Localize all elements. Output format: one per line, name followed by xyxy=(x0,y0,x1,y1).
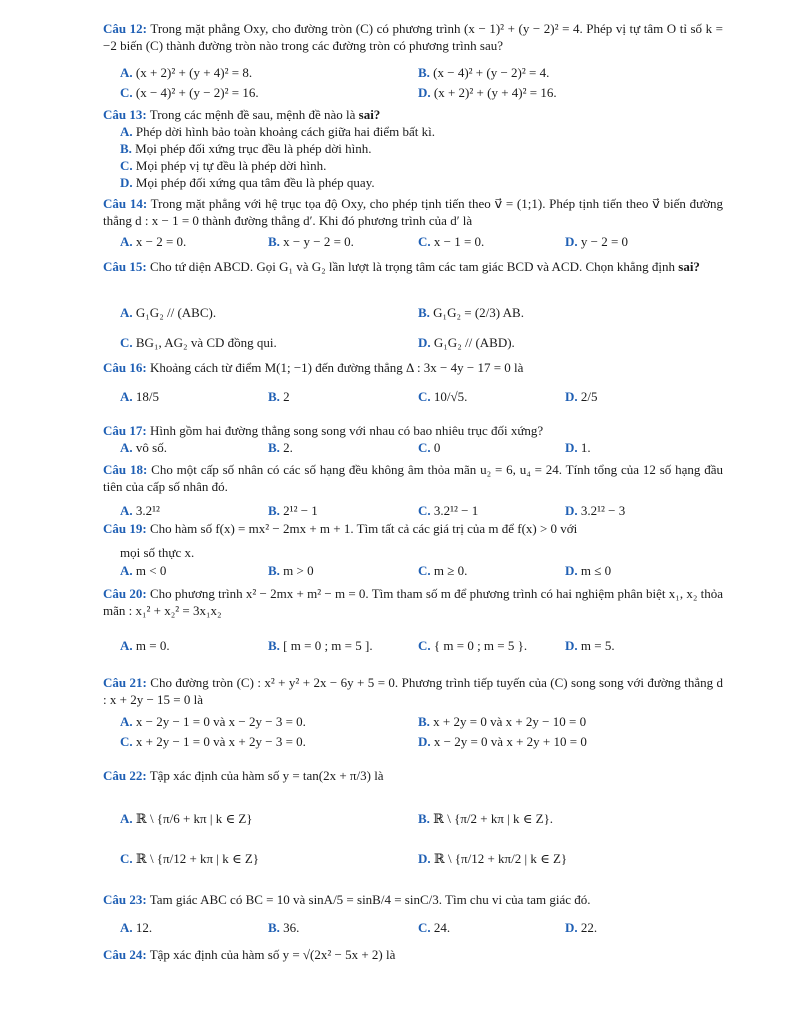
question-stem-bold: sai? xyxy=(678,259,700,274)
option-d[interactable]: D. 22. xyxy=(565,920,598,935)
option-d[interactable]: D. y − 2 = 0 xyxy=(565,234,629,249)
question-22 xyxy=(103,767,723,784)
option-a[interactable]: A. x − 2 = 0. xyxy=(120,234,187,249)
question-21 xyxy=(103,674,723,708)
question-label: Câu 15: xyxy=(103,259,147,274)
option-d[interactable]: D. x − 2y = 0 và x + 2y + 10 = 0 xyxy=(418,734,587,749)
option-a[interactable]: A. G₁G₂ // (ABC). xyxy=(120,305,217,320)
option-a[interactable]: A. (x + 2)² + (y + 4)² = 8. xyxy=(120,65,253,80)
option-a[interactable]: A. 3.2¹² xyxy=(120,503,160,518)
question-14 xyxy=(103,195,723,229)
question-label: Câu 20: xyxy=(103,586,147,601)
option-d[interactable]: D. 1. xyxy=(565,440,591,455)
question-label: Câu 14: xyxy=(103,196,148,211)
option-c[interactable]: C. x + 2y − 1 = 0 và x + 2y − 3 = 0. xyxy=(120,734,306,749)
option-c[interactable]: C. 0 xyxy=(418,440,441,455)
option-c[interactable]: C. x − 1 = 0. xyxy=(418,234,485,249)
option-b[interactable]: B. 2 xyxy=(268,389,290,404)
question-stem: Tập xác định của hàm số y = √(2x² − 5x + 2) là xyxy=(149,947,396,962)
question-24 xyxy=(103,946,723,963)
option-a[interactable]: A. m = 0. xyxy=(120,638,170,653)
question-15 xyxy=(103,258,723,275)
question-label: Câu 19: xyxy=(103,521,147,536)
option-b[interactable]: B. 2¹² − 1 xyxy=(268,503,318,518)
question-stem: Khoảng cách từ điểm M(1; −1) đến đường thẳng Δ : 3x − 4y − 17 = 0 là xyxy=(149,360,524,375)
question-20 xyxy=(103,585,723,619)
option-c[interactable]: C. 3.2¹² − 1 xyxy=(418,503,479,518)
option-b[interactable]: B. x − y − 2 = 0. xyxy=(268,234,354,249)
question-18 xyxy=(103,461,723,495)
question-label: Câu 17: xyxy=(103,423,147,438)
question-stem: Trong mặt phẳng Oxy, cho đường tròn (C) có phương trình (x − 1)² + (y − 2)² = 4. Phép vị tự tâm O tỉ số k = −2 biến (C) thành đường tròn nào trong các đường tròn có phương trình sau? xyxy=(103,21,724,53)
question-16 xyxy=(103,359,723,376)
option-b[interactable]: B. Mọi phép đối xứng trục đều là phép dời hình. xyxy=(120,141,372,156)
question-stem: Trong các mệnh đề sau, mệnh đề nào là xyxy=(149,107,356,122)
question-label: Câu 12: xyxy=(103,21,148,36)
option-c[interactable]: C. 24. xyxy=(418,920,451,935)
question-stem: Cho hàm số f(x) = mx² − 2mx + m + 1. Tìm tất cả các giá trị của m để f(x) > 0 với xyxy=(149,521,578,536)
option-b[interactable]: B. ℝ \ {π/2 + kπ | k ∈ Z}. xyxy=(418,811,554,826)
question-label: Câu 24: xyxy=(103,947,147,962)
option-b[interactable]: B. (x − 4)² + (y − 2)² = 4. xyxy=(418,65,550,80)
option-c[interactable]: C. m ≥ 0. xyxy=(418,563,468,578)
option-d[interactable]: D. m ≤ 0 xyxy=(565,563,612,578)
question-stem: Tập xác định của hàm số y = tan(2x + π/3) là xyxy=(149,768,384,783)
option-d[interactable]: D. Mọi phép đối xứng qua tâm đều là phép quay. xyxy=(120,175,375,190)
question-17 xyxy=(103,422,723,439)
question-stem: Cho một cấp số nhân có các số hạng đều không âm thỏa mãn u₂ = 6, u₄ = 24. Tính tổng của 12 số hạng đầu tiên của cấp số nhân đó. xyxy=(103,462,724,494)
option-b[interactable]: B. 36. xyxy=(268,920,300,935)
option-b[interactable]: B. x + 2y = 0 và x + 2y − 10 = 0 xyxy=(418,714,587,729)
option-d[interactable]: D. ℝ \ {π/12 + kπ/2 | k ∈ Z} xyxy=(418,851,568,866)
option-d[interactable]: D. m = 5. xyxy=(565,638,615,653)
option-d[interactable]: D. G₁G₂ // (ABD). xyxy=(418,335,515,350)
question-label: Câu 23: xyxy=(103,892,147,907)
option-b[interactable]: B. [ m = 0 ; m = 5 ]. xyxy=(268,638,373,653)
question-23 xyxy=(103,891,723,908)
question-label: Câu 21: xyxy=(103,675,147,690)
option-c[interactable]: C. (x − 4)² + (y − 2)² = 16. xyxy=(120,85,259,100)
option-c[interactable]: C. BG₁, AG₂ và CD đồng qui. xyxy=(120,335,277,350)
option-c[interactable]: C. Mọi phép vị tự đều là phép dời hình. xyxy=(120,158,327,173)
question-stem: Tam giác ABC có BC = 10 và sinA/5 = sinB/4 = sinC/3. Tìm chu vi của tam giác đó. xyxy=(149,892,591,907)
question-stem: Hình gồm hai đường thẳng song song với nhau có bao nhiêu trục đối xứng? xyxy=(149,423,544,438)
option-a[interactable]: A. m < 0 xyxy=(120,563,167,578)
option-a[interactable]: A. Phép dời hình bảo toàn khoảng cách giữa hai điểm bất kì. xyxy=(120,124,436,139)
question-stem: Cho tứ diện ABCD. Gọi G₁ và G₂ lần lượt là trọng tâm các tam giác BCD và ACD. Chọn khẳng định xyxy=(149,259,676,274)
question-stem-bold: sai? xyxy=(358,107,381,122)
question-19 xyxy=(103,520,723,537)
option-c[interactable]: C. 10/√5. xyxy=(418,389,468,404)
option-a[interactable]: A. x − 2y − 1 = 0 và x − 2y − 3 = 0. xyxy=(120,714,306,729)
question-stem: Cho đường tròn (C) : x² + y² + 2x − 6y + 5 = 0. Phương trình tiếp tuyến của (C) song song với đường thẳng d : x + 2y − 15 = 0 là xyxy=(103,675,724,707)
question-stem: Trong mặt phẳng với hệ trục tọa độ Oxy, cho phép tịnh tiến theo v⃗ = (1;1). Phép tịnh tiến theo v⃗ biến đường thẳng d : x − 1 = 0 thành đường thẳng d′. Khi đó phương trình của d′ là xyxy=(103,196,724,228)
option-b[interactable]: B. m > 0 xyxy=(268,563,314,578)
option-d[interactable]: D. 3.2¹² − 3 xyxy=(565,503,626,518)
option-a[interactable]: A. 18/5 xyxy=(120,389,160,404)
question-label: Câu 22: xyxy=(103,768,147,783)
option-a[interactable]: A. ℝ \ {π/6 + kπ | k ∈ Z} xyxy=(120,811,253,826)
option-c[interactable]: C. { m = 0 ; m = 5 }. xyxy=(418,638,528,653)
option-d[interactable]: D. 2/5 xyxy=(565,389,598,404)
question-13 xyxy=(103,106,723,123)
option-b[interactable]: B. 2. xyxy=(268,440,293,455)
question-label: Câu 16: xyxy=(103,360,147,375)
option-d[interactable]: D. (x + 2)² + (y + 4)² = 16. xyxy=(418,85,557,100)
option-a[interactable]: A. vô số. xyxy=(120,440,167,455)
question-12 xyxy=(103,20,723,54)
option-b[interactable]: B. G₁G₂ = (2/3) AB. xyxy=(418,305,524,320)
question-stem-continued: mọi số thực x. xyxy=(120,545,195,560)
question-stem: Cho phương trình x² − 2mx + m² − m = 0. Tìm tham số m để phương trình có hai nghiệm phân biệt x₁, x₂ thỏa mãn : x₁² + x₂² = 3x₁x₂ xyxy=(103,586,724,618)
question-label: Câu 18: xyxy=(103,462,148,477)
option-a[interactable]: A. 12. xyxy=(120,920,153,935)
question-label: Câu 13: xyxy=(103,107,147,122)
option-c[interactable]: C. ℝ \ {π/12 + kπ | k ∈ Z} xyxy=(120,851,260,866)
